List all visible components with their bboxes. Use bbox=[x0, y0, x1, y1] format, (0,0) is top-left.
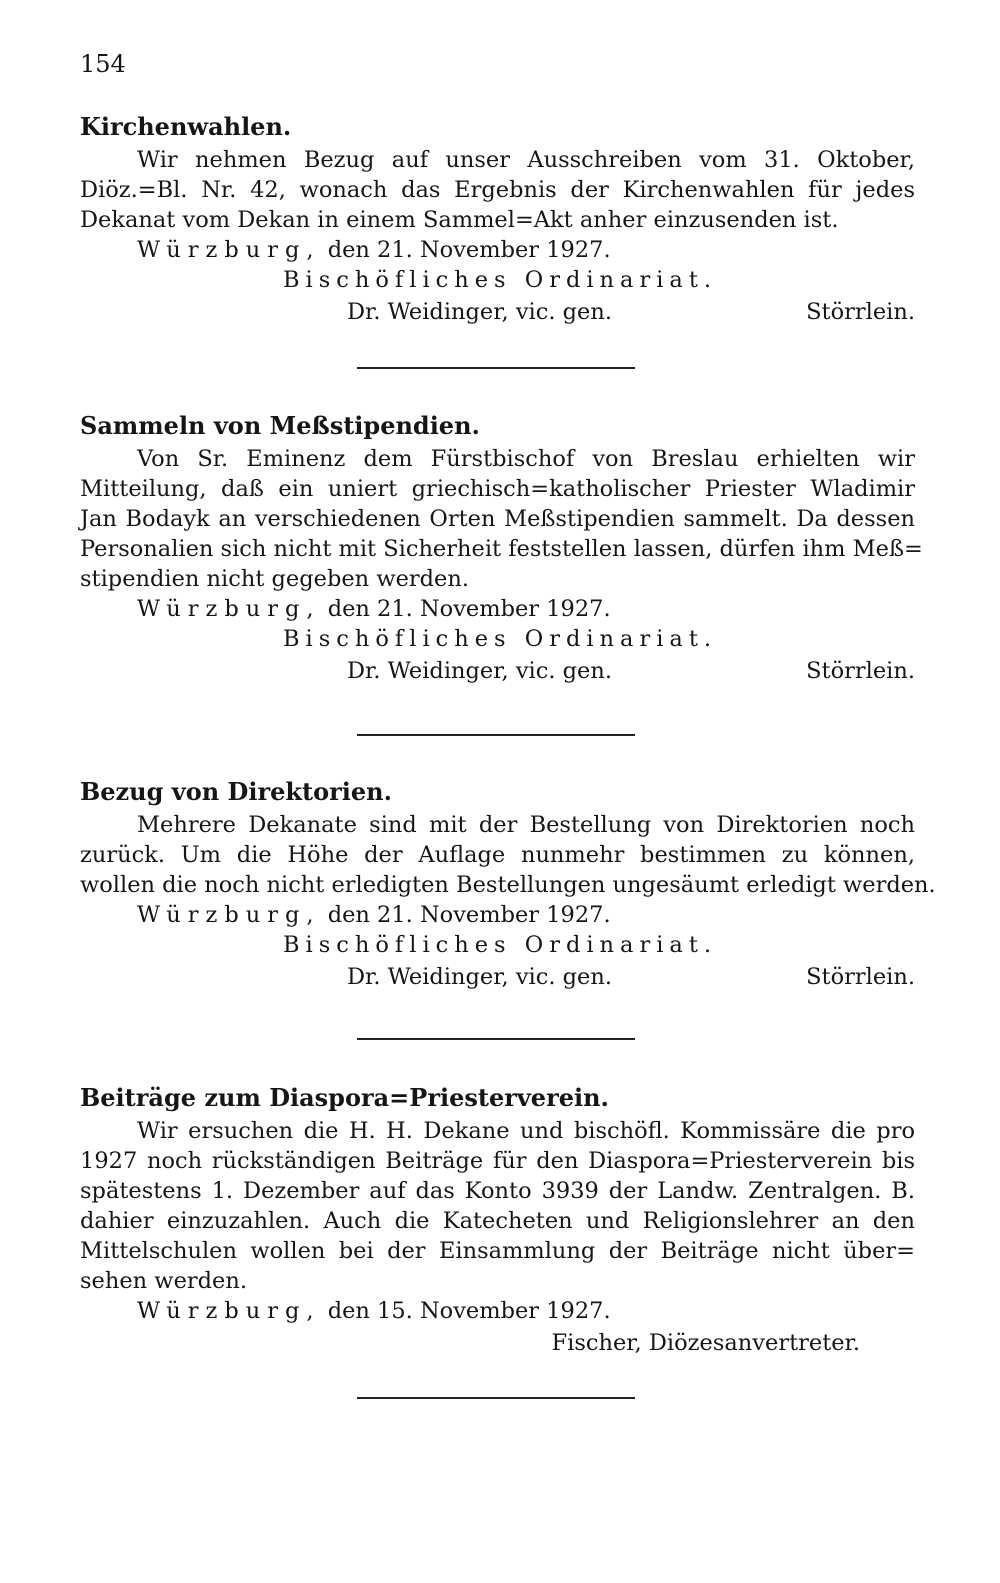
body-line: Personalien sich nicht mit Sicherheit feststellen lassen, dürfen ihm Meß= bbox=[80, 536, 923, 562]
section-heading: Beiträge zum Diaspora=Priesterverein. bbox=[80, 1083, 609, 1112]
date: den 21. November 1927. bbox=[327, 237, 611, 263]
body-line: Mittelschulen wollen bei der Einsammlung der Beiträge nicht über= bbox=[80, 1238, 915, 1264]
place-date-line bbox=[80, 594, 915, 624]
place-date-line bbox=[80, 235, 915, 265]
section-kirchenwahlen bbox=[80, 109, 915, 329]
section-divider bbox=[357, 367, 635, 369]
section-divider bbox=[357, 1038, 635, 1040]
signature-line bbox=[80, 960, 915, 994]
place: Würzburg, bbox=[137, 1298, 321, 1324]
issuing-office: Bischöfliches Ordinariat. bbox=[283, 932, 718, 958]
signatory-vicar-general: Dr. Weidinger, vic. gen. bbox=[347, 964, 613, 990]
body-line: zurück. Um die Höhe der Auflage nunmehr bestimmen zu können, bbox=[80, 842, 915, 868]
date: den 15. November 1927. bbox=[327, 1298, 611, 1324]
body-line: Mitteilung, daß ein uniert griechisch=katholischer Priester Wladimir bbox=[80, 476, 915, 502]
section-messstipendien bbox=[80, 408, 923, 688]
body-line: Mehrere Dekanate sind mit der Bestellung von Direktorien noch bbox=[137, 812, 915, 838]
place: Würzburg, bbox=[137, 596, 321, 622]
signatory-vicar-general: Dr. Weidinger, vic. gen. bbox=[347, 299, 613, 325]
body-line: Diöz.=Bl. Nr. 42, wonach das Ergebnis der Kirchenwahlen für jedes bbox=[80, 177, 915, 203]
body-line: Jan Bodayk an verschiedenen Orten Meßstipendien sammelt. Da dessen bbox=[80, 506, 915, 532]
body-line: wollen die noch nicht erledigten Bestellungen ungesäumt erledigt werden. bbox=[80, 872, 936, 898]
section-heading: Bezug von Direktorien. bbox=[80, 777, 392, 806]
signature-line bbox=[80, 295, 915, 329]
body-line: Wir ersuchen die H. H. Dekane und bischöfl. Kommissäre die pro bbox=[137, 1118, 915, 1144]
place: Würzburg, bbox=[137, 902, 321, 928]
signatory-secretary: Störrlein. bbox=[806, 658, 915, 684]
section-divider bbox=[357, 734, 635, 736]
body-line: Dekanat vom Dekan in einem Sammel=Akt anher einzusenden ist. bbox=[80, 207, 839, 233]
section-direktorien bbox=[80, 774, 936, 994]
body-line: dahier einzuzahlen. Auch die Katecheten und Religionslehrer an den bbox=[80, 1208, 915, 1234]
signature-line bbox=[80, 654, 915, 688]
signatory-secretary: Störrlein. bbox=[806, 299, 915, 325]
section-heading: Kirchenwahlen. bbox=[80, 112, 292, 141]
body-line: stipendien nicht gegeben werden. bbox=[80, 566, 470, 592]
body-line: Wir nehmen Bezug auf unser Ausschreiben vom 31. Oktober, bbox=[137, 147, 915, 173]
issuing-office: Bischöfliches Ordinariat. bbox=[283, 267, 718, 293]
issuing-office: Bischöfliches Ordinariat. bbox=[283, 626, 718, 652]
signatory-vicar-general: Dr. Weidinger, vic. gen. bbox=[347, 658, 613, 684]
page-number: 154 bbox=[80, 50, 126, 78]
place-date-line bbox=[80, 900, 915, 930]
body-line: Von Sr. Eminenz dem Fürstbischof von Breslau erhielten wir bbox=[137, 446, 915, 472]
signatory-secretary: Störrlein. bbox=[806, 964, 915, 990]
body-line: 1927 noch rückständigen Beiträge für den Diaspora=Priesterverein bis bbox=[80, 1148, 915, 1174]
section-divider bbox=[357, 1397, 635, 1399]
date: den 21. November 1927. bbox=[327, 902, 611, 928]
body-line: sehen werden. bbox=[80, 1268, 248, 1294]
section-heading: Sammeln von Meßstipendien. bbox=[80, 411, 480, 440]
date: den 21. November 1927. bbox=[327, 596, 611, 622]
signature-line bbox=[80, 1326, 915, 1360]
body-line: spätestens 1. Dezember auf das Konto 3939 der Landw. Zentralgen. B. bbox=[80, 1178, 915, 1204]
place-date-line bbox=[80, 1296, 915, 1326]
section-diaspora-priesterverein bbox=[80, 1080, 915, 1360]
place: Würzburg, bbox=[137, 237, 321, 263]
signatory-diocesan-representative: Fischer, Diözesanvertreter. bbox=[551, 1330, 860, 1356]
